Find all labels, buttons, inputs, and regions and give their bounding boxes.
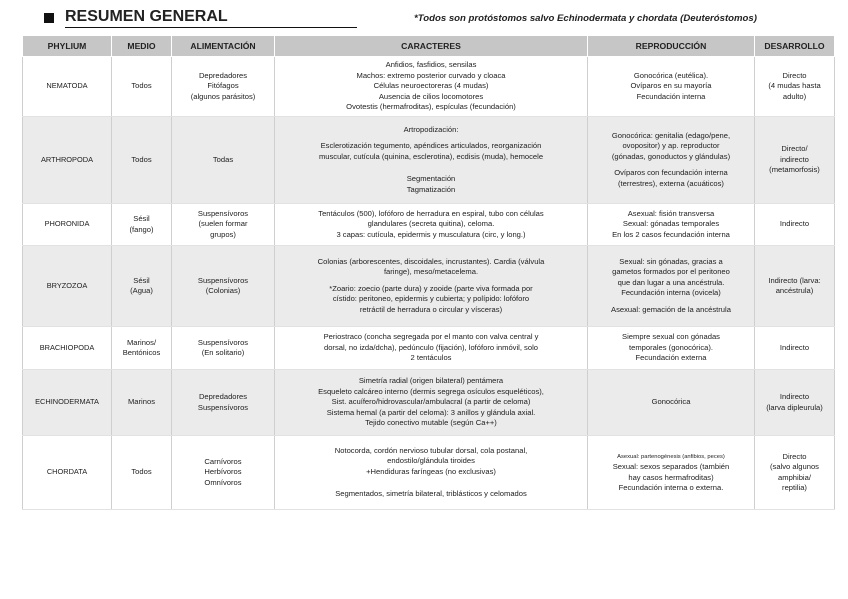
reproduccion-line: Sexual: gónadas temporales: [622, 219, 720, 229]
reproduccion-cell: [588, 204, 755, 246]
caracteres-line: +Hendiduras faríngeas (no exclusivas): [366, 466, 496, 476]
table-row: [23, 204, 835, 246]
caracteres-line: Notocorda, cordón nervioso tubular dorsal, cola postanal,: [334, 445, 528, 455]
caracteres-line: Ovotestis (hermafroditas), espículas (fecundación): [346, 102, 516, 112]
reproduccion-cell: [588, 246, 755, 327]
reproduccion-line: Gonocórica: [651, 397, 691, 407]
reproduccion-cell: [588, 327, 755, 370]
alimentacion-line: grupos): [210, 229, 236, 239]
alimentacion-line: (suelen formar: [198, 219, 248, 229]
reproduccion-line: Asexual: gemación de la ancéstrula: [611, 304, 731, 314]
medio-cell: [112, 57, 172, 117]
reproduccion-line: Sexual: sexos separados (también: [612, 462, 730, 471]
caracteres-line: dorsal, no izda/dcha), pedúnculo (fijación), lofóforo inmóvil, solo: [323, 342, 538, 352]
desarrollo-line: Indirecto: [779, 342, 810, 352]
caracteres-cell: [275, 117, 588, 204]
caracteres-line: Esclerotización tegumento, apéndices articulados, reorganización: [320, 141, 542, 151]
medio-cell: [112, 246, 172, 327]
caracteres-line: Segmentación: [406, 174, 456, 184]
caracteres-line: 2 tentáculos: [410, 353, 452, 363]
reproduccion-cell: [588, 117, 755, 204]
desarrollo-cell: [755, 327, 835, 370]
caracteres-line: Sist. acuífero/hidrovascular/ambulacral (a partir de celoma): [331, 397, 531, 407]
table-row: [23, 327, 835, 370]
column-header-medio: MEDIO: [112, 36, 172, 57]
alimentacion-line: (En solitario): [201, 348, 245, 357]
table-header-row: [23, 36, 835, 57]
reproduccion-line: Siempre sexual con gónadas: [622, 332, 720, 342]
desarrollo-cell: [755, 436, 835, 510]
reproduccion-line: Fecundación externa: [635, 353, 707, 363]
desarrollo-line: ancéstrula): [775, 286, 814, 295]
alimentacion-cell: [172, 57, 275, 117]
column-header-reproduccion: REPRODUCCIÓN: [588, 36, 755, 57]
reproduccion-line: Gonocórica (eutélica).: [633, 70, 709, 80]
desarrollo-cell: [755, 246, 835, 327]
reproduccion-line: ovopositor) y ap. reproductor: [622, 141, 720, 151]
alimentacion-line: Depredadores: [198, 392, 248, 401]
desarrollo-cell: [755, 370, 835, 436]
bullet-square-icon: [44, 13, 54, 23]
phylum-cell: BRACHIOPODA: [23, 327, 112, 370]
alimentacion-line: (Colonias): [205, 286, 241, 295]
column-header-desarrollo: DESARROLLO: [755, 36, 835, 57]
medio-line: Sésil: [133, 214, 150, 223]
alimentacion-cell: [172, 436, 275, 510]
reproduccion-line: (gónadas, gonoductos y glándulas): [611, 151, 731, 161]
medio-line: Todos: [131, 467, 152, 477]
caracteres-line: Colonias (arborescentes, discoidales, incrustantes). Cardia (válvula: [317, 256, 545, 266]
medio-line: Marinos: [127, 397, 155, 407]
alimentacion-line: Carnívoros: [204, 456, 242, 466]
alimentacion-line: Omnívoros: [204, 477, 242, 487]
page-header: [44, 9, 834, 29]
desarrollo-cell: [755, 57, 835, 117]
phylum-cell: ARTHROPODA: [23, 117, 112, 204]
alimentacion-line: (algunos parásitos): [190, 91, 256, 101]
caracteres-line: Machos: extremo posterior curvado y cloaca: [356, 70, 506, 80]
reproduccion-line: Gonocórica: genitalia (edago/pene,: [611, 130, 731, 140]
medio-line: Todos: [131, 154, 152, 164]
caracteres-cell: [275, 370, 588, 436]
caracteres-line: Tejido conectivo mutable (según Ca++): [365, 418, 497, 428]
caracteres-cell: [275, 246, 588, 327]
caracteres-line: Simetría radial (origen bilateral) pentámera: [358, 376, 504, 386]
phylum-cell: BRYZOZOA: [23, 246, 112, 327]
alimentacion-cell: [172, 370, 275, 436]
reproduccion-line: Ovíparos con fecundación interna: [614, 168, 728, 178]
reproduccion-line: hay casos hermafroditas): [628, 472, 714, 482]
caracteres-cell: [275, 436, 588, 510]
desarrollo-line: amphibia/: [778, 472, 811, 482]
table-row: [23, 436, 835, 510]
medio-cell: [112, 436, 172, 510]
summary-table: [22, 35, 835, 510]
column-header-alimentacion: ALIMENTACIÓN: [172, 36, 275, 57]
caracteres-line: Ausencia de cilios locomotores: [378, 91, 484, 101]
desarrollo-cell: [755, 117, 835, 204]
reproduccion-line: Fecundación interna: [636, 91, 706, 101]
reproduccion-line: Asexual: fisión transversa: [627, 208, 715, 218]
desarrollo-line: Directo: [782, 451, 807, 461]
alimentacion-line: Suspensívoros: [197, 208, 249, 218]
caracteres-cell: [275, 327, 588, 370]
reproduccion-line: que dan lugar a una ancéstrula.: [617, 277, 725, 287]
desarrollo-line: (larva dipleurula): [766, 402, 823, 412]
desarrollo-line: adulto): [782, 91, 807, 101]
desarrollo-line: reptilia): [782, 483, 807, 492]
desarrollo-line: (metamorfosis): [769, 165, 820, 175]
caracteres-line: Artropodización:: [403, 124, 459, 134]
medio-line: Bentónicos: [122, 348, 161, 357]
caracteres-line: Células neuroectoreras (4 mudas): [373, 81, 489, 91]
reproduccion-line: Fecundación interna o externa.: [618, 483, 724, 492]
table-row: [23, 57, 835, 117]
page-title: RESUMEN GENERAL: [65, 8, 357, 28]
caracteres-line: Tentáculos (500), lofóforo de herradura en espiral, tubo con células: [318, 208, 544, 218]
alimentacion-line: Todas: [212, 154, 234, 164]
caracteres-line: retráctil de herradura o circular y vísceras): [359, 304, 503, 314]
header-note: *Todos son protóstomos salvo Echinodermata y chordata (Deuteróstomos): [414, 13, 757, 24]
phylum-cell: CHORDATA: [23, 436, 112, 510]
desarrollo-line: (salvo algunos: [770, 462, 819, 471]
desarrollo-line: Indirecto: [779, 219, 810, 229]
medio-line: Todos: [131, 81, 152, 91]
reproduccion-cell: [588, 57, 755, 117]
phylum-cell: PHORONIDA: [23, 204, 112, 246]
reproduccion-line: Ovíparos en su mayoría: [630, 81, 712, 91]
phylum-cell: NEMATODA: [23, 57, 112, 117]
medio-cell: [112, 117, 172, 204]
desarrollo-line: Directo/: [781, 144, 808, 154]
caracteres-line: Esqueleto calcáreo interno (dermis segrega osículos esqueléticos),: [318, 386, 544, 396]
caracteres-line: endostilo/glándula tiroides: [387, 456, 475, 465]
alimentacion-line: Suspensívoros: [197, 402, 249, 412]
medio-line: (fango): [129, 224, 154, 234]
caracteres-line: Tagmatización: [406, 184, 456, 194]
medio-line: (Agua): [130, 286, 153, 295]
caracteres-line: Periostraco (concha segregada por el manto con valva central y: [323, 332, 539, 342]
reproduccion-line: Fecundación interna (ovicela): [621, 288, 721, 298]
alimentacion-line: Fitófagos: [207, 81, 239, 91]
desarrollo-line: indirecto: [780, 154, 809, 164]
reproduccion-line: En los 2 casos fecundación interna: [612, 229, 730, 239]
caracteres-line: 3 capas: cutícula, epidermis y musculatura (circ, y long.): [336, 229, 526, 239]
phylum-cell: ECHINODERMATA: [23, 370, 112, 436]
reproduccion-line: (terrestres), externa (acuáticos): [618, 178, 724, 188]
alimentacion-cell: [172, 246, 275, 327]
desarrollo-line: (4 mudas hasta: [768, 81, 821, 91]
alimentacion-cell: [172, 204, 275, 246]
caracteres-line: muscular, cutícula (quinina, esclerotina), ecdisis (muda), hemocele: [318, 151, 544, 161]
caracteres-line: Sistema hemal (a partir del celoma): 3 anillos y glándula axial.: [326, 407, 536, 417]
reproduccion-line: temporales (gonocórica).: [629, 342, 713, 352]
alimentacion-line: Suspensívoros: [197, 275, 249, 285]
reproduccion-cell: [588, 436, 755, 510]
caracteres-line: Anfidios, fasfidios, sensilas: [385, 60, 477, 70]
alimentacion-cell: [172, 327, 275, 370]
reproduccion-note-line: Asexual: partenogénesis (anfibios, peces): [617, 453, 725, 460]
reproduccion-line: Sexual: sin gónadas, gracias a: [619, 256, 723, 266]
medio-cell: [112, 327, 172, 370]
medio-cell: [112, 370, 172, 436]
alimentacion-line: Suspensívoros: [197, 337, 249, 347]
desarrollo-cell: [755, 204, 835, 246]
caracteres-line: faringe), meso/metacelema.: [383, 267, 479, 277]
medio-cell: [112, 204, 172, 246]
desarrollo-line: Directo: [782, 70, 807, 80]
column-header-phylium: PHYLIUM: [23, 36, 112, 57]
desarrollo-line: Indirecto (larva:: [768, 275, 821, 285]
medio-line: Sésil: [133, 275, 150, 285]
alimentacion-cell: [172, 117, 275, 204]
caracteres-line: cístido: peritoneo, epidermis y cubierta; y polípido: lofóforo: [332, 294, 530, 304]
reproduccion-line: gametos formados por el peritoneo: [612, 267, 730, 277]
caracteres-line: glandulares (secreta quitina), celoma.: [367, 219, 495, 229]
column-header-caracteres: CARACTERES: [275, 36, 588, 57]
caracteres-cell: [275, 204, 588, 246]
alimentacion-line: Herbívoros: [204, 467, 242, 477]
reproduccion-cell: [588, 370, 755, 436]
caracteres-line: *Zoario: zoecio (parte dura) y zooide (parte viva formada por: [329, 283, 533, 293]
medio-line: Marinos/: [126, 337, 157, 347]
table-row: [23, 117, 835, 204]
alimentacion-line: Depredadores: [198, 70, 248, 80]
table-row: [23, 246, 835, 327]
desarrollo-line: Indirecto: [779, 392, 810, 401]
table-row: [23, 370, 835, 436]
caracteres-line: Segmentados, simetría bilateral, triblásticos y celomados: [335, 489, 527, 498]
caracteres-cell: [275, 57, 588, 117]
